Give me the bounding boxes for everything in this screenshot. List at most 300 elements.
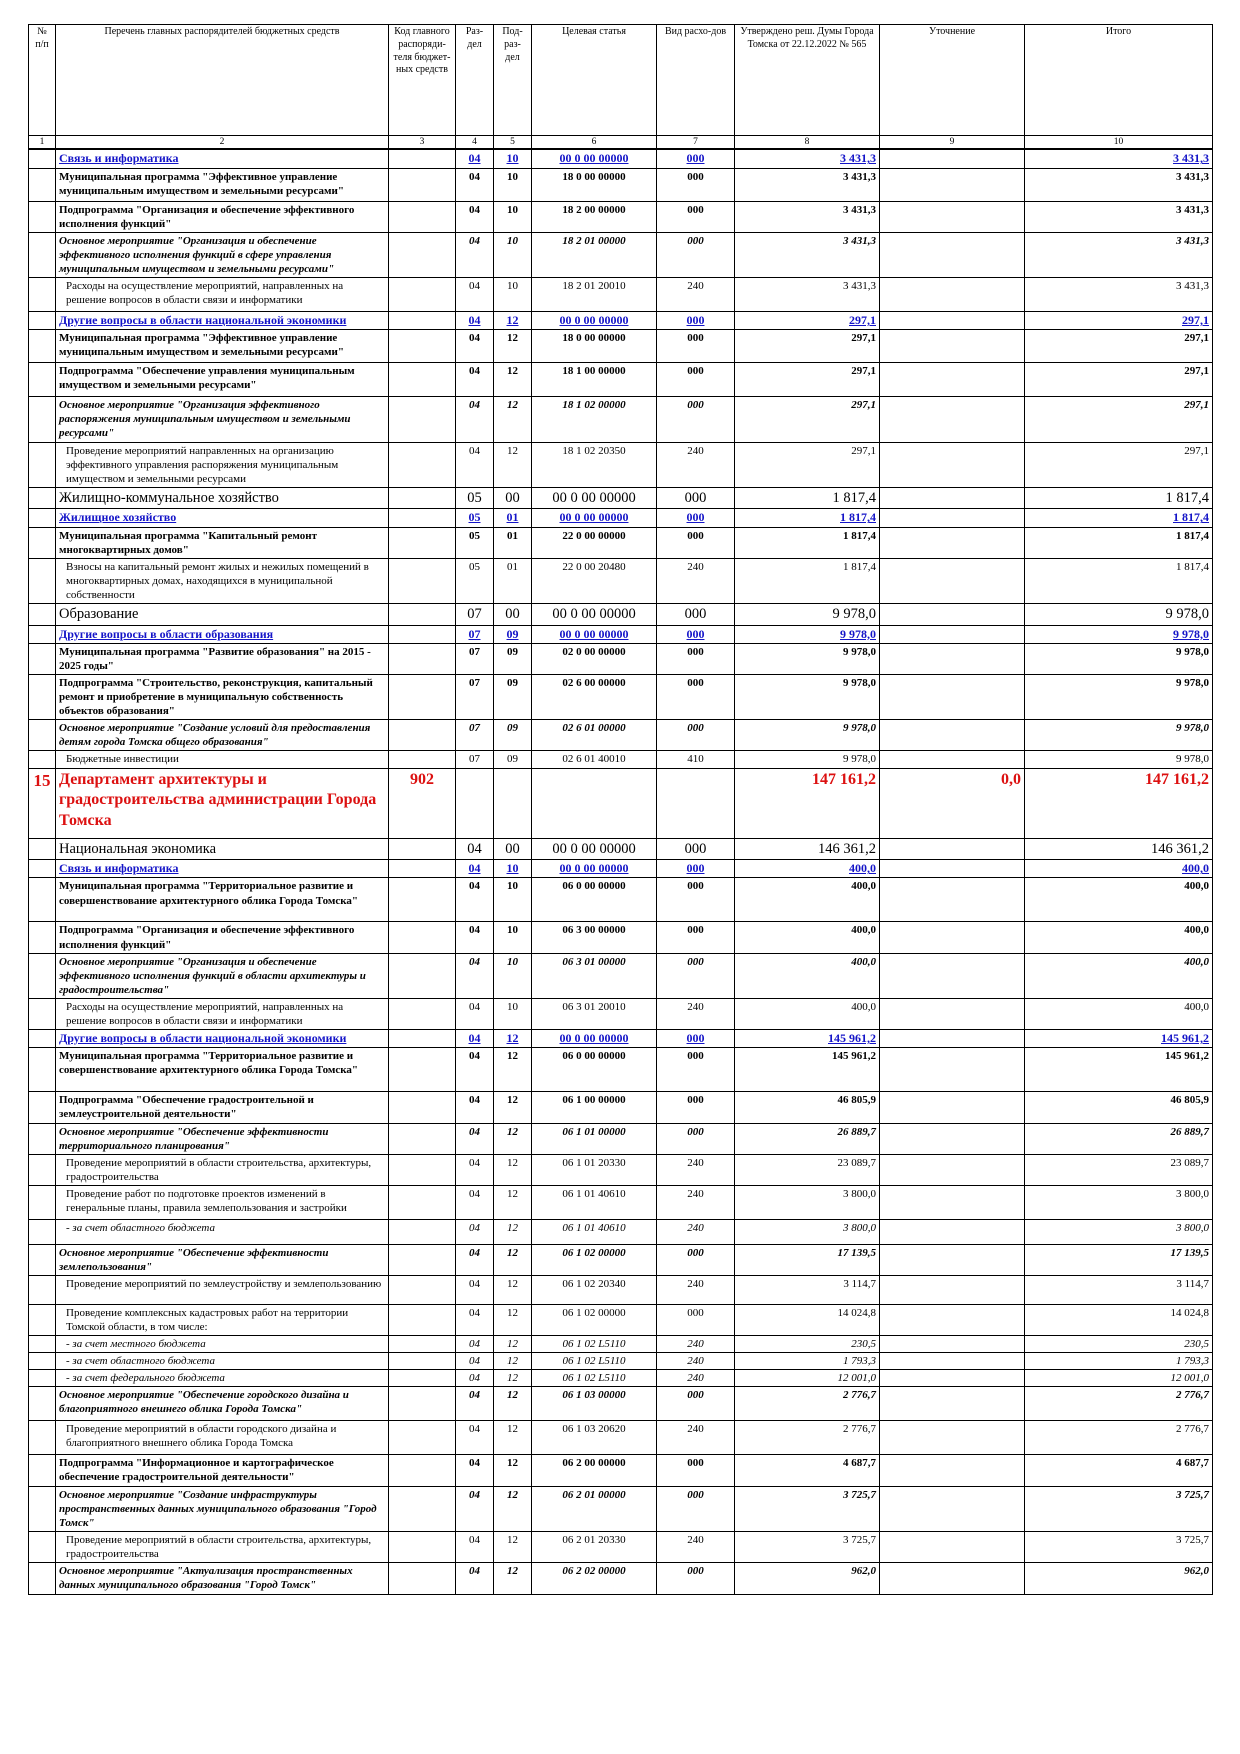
- cell-name: Проведение мероприятий по землеустройству и землепользованию: [56, 1276, 389, 1305]
- cell-total: 1 817,4: [1025, 558, 1213, 603]
- cell-total: 9 978,0: [1025, 643, 1213, 674]
- cell-name: Образование: [56, 604, 389, 626]
- cell-correction: [880, 1185, 1025, 1219]
- cell-code: [389, 643, 456, 674]
- cell-total: 1 793,3: [1025, 1353, 1213, 1370]
- cell-approved: 400,0: [735, 878, 880, 922]
- cell-podrazdel: 12: [494, 1048, 532, 1092]
- cell-correction: 0,0: [880, 768, 1025, 838]
- cell-num: [29, 1486, 56, 1531]
- cell-total: 9 978,0: [1025, 625, 1213, 643]
- cell-podrazdel: 12: [494, 397, 532, 442]
- cell-name: Связь и информатика: [56, 860, 389, 878]
- cell-target: 06 1 02 L5110: [532, 1370, 657, 1387]
- table-row: [29, 1370, 1213, 1387]
- cell-podrazdel: 12: [494, 311, 532, 329]
- cell-target: [532, 768, 657, 838]
- cell-target: 06 1 03 20620: [532, 1421, 657, 1455]
- cell-target: 06 2 00 00000: [532, 1455, 657, 1486]
- cell-name: Другие вопросы в области национальной экономики: [56, 1030, 389, 1048]
- cell-vid: 000: [657, 1048, 735, 1092]
- cell-name: Связь и информатика: [56, 149, 389, 168]
- cell-num: [29, 330, 56, 363]
- cell-approved: 1 817,4: [735, 558, 880, 603]
- table-row: [29, 643, 1213, 674]
- cell-vid: 240: [657, 277, 735, 311]
- cell-vid: 000: [657, 643, 735, 674]
- cell-vid: 000: [657, 1244, 735, 1275]
- cell-name: - за счет федерального бюджета: [56, 1370, 389, 1387]
- cell-code: [389, 1030, 456, 1048]
- table-row: [29, 720, 1213, 751]
- header-vid: Вид расхо-дов: [657, 25, 735, 136]
- cell-code: [389, 149, 456, 168]
- cell-target: 00 0 00 00000: [532, 509, 657, 527]
- header-podrazdel: Под-раз-дел: [494, 25, 532, 136]
- cell-name: Жилищное хозяйство: [56, 509, 389, 527]
- cell-total: 145 961,2: [1025, 1030, 1213, 1048]
- cell-approved: 297,1: [735, 363, 880, 397]
- cell-code: [389, 1336, 456, 1353]
- cell-target: 22 0 00 20480: [532, 558, 657, 603]
- cell-name: Муниципальная программа "Эффективное управление муниципальным имуществом и земельными ресурсами": [56, 330, 389, 363]
- cell-razdel: 04: [456, 1123, 494, 1154]
- cell-target: 06 1 01 40610: [532, 1219, 657, 1244]
- cell-razdel: 04: [456, 1154, 494, 1185]
- cell-razdel: 04: [456, 1455, 494, 1486]
- column-number: 6: [532, 136, 657, 150]
- cell-correction: [880, 1276, 1025, 1305]
- cell-razdel: 04: [456, 838, 494, 860]
- cell-correction: [880, 604, 1025, 626]
- cell-num: [29, 1562, 56, 1594]
- cell-target: 06 1 02 L5110: [532, 1353, 657, 1370]
- cell-razdel: 04: [456, 1048, 494, 1092]
- cell-podrazdel: 01: [494, 558, 532, 603]
- cell-num: [29, 527, 56, 558]
- cell-vid: 240: [657, 1219, 735, 1244]
- cell-target: 06 1 01 20330: [532, 1154, 657, 1185]
- cell-code: [389, 604, 456, 626]
- table-row: [29, 1154, 1213, 1185]
- cell-total: 145 961,2: [1025, 1048, 1213, 1092]
- cell-podrazdel: 10: [494, 232, 532, 277]
- cell-target: 06 1 02 00000: [532, 1244, 657, 1275]
- cell-approved: 230,5: [735, 1336, 880, 1353]
- cell-razdel: 05: [456, 558, 494, 603]
- table-row: [29, 1562, 1213, 1594]
- cell-name: Муниципальная программа "Развитие образования" на 2015 - 2025 годы": [56, 643, 389, 674]
- cell-vid: 000: [657, 330, 735, 363]
- cell-num: [29, 1276, 56, 1305]
- cell-vid: 000: [657, 168, 735, 201]
- cell-approved: 3 431,3: [735, 149, 880, 168]
- cell-correction: [880, 1353, 1025, 1370]
- cell-correction: [880, 1486, 1025, 1531]
- cell-correction: [880, 1092, 1025, 1123]
- cell-name: Основное мероприятие "Обеспечение эффективности территориального планирования": [56, 1123, 389, 1154]
- table-row: [29, 277, 1213, 311]
- cell-vid: 000: [657, 201, 735, 232]
- cell-target: 02 6 00 00000: [532, 675, 657, 720]
- cell-target: 06 2 01 00000: [532, 1486, 657, 1531]
- cell-correction: [880, 878, 1025, 922]
- cell-podrazdel: 10: [494, 953, 532, 998]
- cell-vid: 000: [657, 953, 735, 998]
- cell-razdel: 04: [456, 1562, 494, 1594]
- cell-podrazdel: 12: [494, 1387, 532, 1421]
- cell-total: 3 725,7: [1025, 1486, 1213, 1531]
- cell-vid: 240: [657, 1421, 735, 1455]
- cell-correction: [880, 397, 1025, 442]
- cell-correction: [880, 1336, 1025, 1353]
- cell-total: 146 361,2: [1025, 838, 1213, 860]
- cell-num: [29, 751, 56, 768]
- cell-approved: 26 889,7: [735, 1123, 880, 1154]
- cell-target: 18 1 02 00000: [532, 397, 657, 442]
- cell-correction: [880, 720, 1025, 751]
- cell-total: 3 431,3: [1025, 232, 1213, 277]
- cell-podrazdel: 10: [494, 277, 532, 311]
- cell-approved: 3 431,3: [735, 277, 880, 311]
- cell-total: 3 431,3: [1025, 277, 1213, 311]
- cell-name: Проведение комплексных кадастровых работ на территории Томской области, в том числе:: [56, 1305, 389, 1336]
- cell-vid: 000: [657, 604, 735, 626]
- cell-name: Национальная экономика: [56, 838, 389, 860]
- cell-total: 3 431,3: [1025, 201, 1213, 232]
- cell-total: 14 024,8: [1025, 1305, 1213, 1336]
- column-number: 9: [880, 136, 1025, 150]
- cell-vid: 000: [657, 1305, 735, 1336]
- cell-podrazdel: 12: [494, 1531, 532, 1562]
- cell-podrazdel: 12: [494, 1219, 532, 1244]
- column-number: 10: [1025, 136, 1213, 150]
- cell-total: 3 800,0: [1025, 1219, 1213, 1244]
- cell-correction: [880, 675, 1025, 720]
- table-row: [29, 1048, 1213, 1092]
- cell-name: Основное мероприятие "Создание условий для предоставления детям города Томска общего образования": [56, 720, 389, 751]
- cell-num: [29, 1185, 56, 1219]
- cell-num: [29, 1421, 56, 1455]
- table-row: [29, 953, 1213, 998]
- cell-num: [29, 558, 56, 603]
- cell-podrazdel: 09: [494, 625, 532, 643]
- cell-vid: 000: [657, 1455, 735, 1486]
- cell-correction: [880, 1562, 1025, 1594]
- cell-approved: 3 431,3: [735, 232, 880, 277]
- cell-correction: [880, 860, 1025, 878]
- cell-razdel: 04: [456, 1219, 494, 1244]
- cell-target: 18 1 02 20350: [532, 442, 657, 487]
- table-row: [29, 509, 1213, 527]
- cell-vid: 240: [657, 1185, 735, 1219]
- table-row: [29, 149, 1213, 168]
- cell-total: 400,0: [1025, 860, 1213, 878]
- cell-target: 00 0 00 00000: [532, 838, 657, 860]
- cell-num: [29, 878, 56, 922]
- cell-total: 962,0: [1025, 1562, 1213, 1594]
- cell-code: [389, 1185, 456, 1219]
- cell-num: [29, 1531, 56, 1562]
- cell-num: [29, 397, 56, 442]
- cell-name: Проведение мероприятий в области городского дизайна и благоприятного внешнего облика Города Томска: [56, 1421, 389, 1455]
- cell-vid: [657, 768, 735, 838]
- cell-target: 00 0 00 00000: [532, 487, 657, 509]
- cell-code: [389, 232, 456, 277]
- cell-name: Проведение мероприятий направленных на организацию эффективного управления распоряжения муниципальным имуществом и земельными ресурсами: [56, 442, 389, 487]
- cell-vid: 000: [657, 625, 735, 643]
- cell-code: [389, 953, 456, 998]
- cell-podrazdel: 12: [494, 1030, 532, 1048]
- cell-podrazdel: 12: [494, 442, 532, 487]
- cell-total: 9 978,0: [1025, 604, 1213, 626]
- cell-podrazdel: 12: [494, 1154, 532, 1185]
- cell-vid: 000: [657, 1486, 735, 1531]
- table-row: [29, 625, 1213, 643]
- cell-podrazdel: 12: [494, 1123, 532, 1154]
- cell-target: 00 0 00 00000: [532, 625, 657, 643]
- cell-code: [389, 1562, 456, 1594]
- cell-podrazdel: 01: [494, 527, 532, 558]
- table-row: [29, 1455, 1213, 1486]
- cell-razdel: 04: [456, 1305, 494, 1336]
- table-row: [29, 363, 1213, 397]
- cell-razdel: 04: [456, 1092, 494, 1123]
- cell-approved: 9 978,0: [735, 720, 880, 751]
- cell-razdel: 04: [456, 363, 494, 397]
- cell-razdel: 04: [456, 1531, 494, 1562]
- cell-num: [29, 1305, 56, 1336]
- cell-num: [29, 838, 56, 860]
- cell-target: 06 0 00 00000: [532, 878, 657, 922]
- cell-approved: 3 800,0: [735, 1185, 880, 1219]
- cell-razdel: 04: [456, 1185, 494, 1219]
- cell-razdel: 04: [456, 1370, 494, 1387]
- cell-name: Бюджетные инвестиции: [56, 751, 389, 768]
- cell-razdel: 04: [456, 397, 494, 442]
- cell-total: 17 139,5: [1025, 1244, 1213, 1275]
- cell-code: [389, 625, 456, 643]
- cell-correction: [880, 1244, 1025, 1275]
- cell-approved: 3 114,7: [735, 1276, 880, 1305]
- header-razdel: Раз-дел: [456, 25, 494, 136]
- cell-total: 297,1: [1025, 442, 1213, 487]
- cell-approved: 17 139,5: [735, 1244, 880, 1275]
- cell-correction: [880, 1387, 1025, 1421]
- cell-podrazdel: 10: [494, 201, 532, 232]
- cell-total: 3 431,3: [1025, 168, 1213, 201]
- cell-razdel: 04: [456, 1336, 494, 1353]
- cell-name: Подпрограмма "Информационное и картографическое обеспечение градостроительной деятельности": [56, 1455, 389, 1486]
- cell-name: Подпрограмма "Организация и обеспечение эффективного исполнения функций": [56, 922, 389, 953]
- table-row: [29, 1387, 1213, 1421]
- cell-code: [389, 558, 456, 603]
- table-row: [29, 1185, 1213, 1219]
- table-row: [29, 527, 1213, 558]
- cell-correction: [880, 201, 1025, 232]
- cell-podrazdel: 09: [494, 751, 532, 768]
- cell-vid: 000: [657, 1030, 735, 1048]
- cell-vid: 240: [657, 1276, 735, 1305]
- cell-name: Расходы на осуществление мероприятий, направленных на решение вопросов в области связи и информатики: [56, 277, 389, 311]
- cell-total: 2 776,7: [1025, 1421, 1213, 1455]
- cell-total: 26 889,7: [1025, 1123, 1213, 1154]
- cell-vid: 000: [657, 149, 735, 168]
- cell-razdel: 04: [456, 1486, 494, 1531]
- cell-target: 06 1 01 40610: [532, 1185, 657, 1219]
- cell-total: 400,0: [1025, 998, 1213, 1029]
- cell-approved: 962,0: [735, 1562, 880, 1594]
- table-row: [29, 1305, 1213, 1336]
- cell-name: Основное мероприятие "Организация и обеспечение эффективного исполнения функций в сфере управления муниципальным имуществом и земельными ресурсами": [56, 232, 389, 277]
- cell-vid: 240: [657, 1531, 735, 1562]
- cell-approved: 1 793,3: [735, 1353, 880, 1370]
- cell-correction: [880, 1030, 1025, 1048]
- department-row: [29, 768, 1213, 838]
- cell-vid: 000: [657, 509, 735, 527]
- cell-name: Подпрограмма "Строительство, реконструкция, капитальный ремонт и приобретение в муниципальную собственность объектов образования": [56, 675, 389, 720]
- cell-podrazdel: 09: [494, 720, 532, 751]
- cell-name: Жилищно-коммунальное хозяйство: [56, 487, 389, 509]
- cell-approved: 145 961,2: [735, 1048, 880, 1092]
- cell-approved: 3 431,3: [735, 168, 880, 201]
- cell-code: [389, 1421, 456, 1455]
- column-number: 7: [657, 136, 735, 150]
- table-row: [29, 487, 1213, 509]
- cell-correction: [880, 643, 1025, 674]
- cell-target: 06 1 03 00000: [532, 1387, 657, 1421]
- cell-correction: [880, 558, 1025, 603]
- cell-correction: [880, 1531, 1025, 1562]
- cell-approved: 400,0: [735, 860, 880, 878]
- cell-razdel: 04: [456, 1244, 494, 1275]
- cell-name: Департамент архитектуры и градостроительства администрации Города Томска: [56, 768, 389, 838]
- cell-target: 06 1 00 00000: [532, 1092, 657, 1123]
- table-row: [29, 201, 1213, 232]
- cell-num: [29, 1387, 56, 1421]
- table-header: [29, 25, 1213, 150]
- cell-total: 12 001,0: [1025, 1370, 1213, 1387]
- cell-target: 06 1 01 00000: [532, 1123, 657, 1154]
- header-total: Итого: [1025, 25, 1213, 136]
- cell-total: 23 089,7: [1025, 1154, 1213, 1185]
- cell-razdel: 07: [456, 625, 494, 643]
- cell-num: [29, 604, 56, 626]
- cell-code: [389, 922, 456, 953]
- cell-razdel: 04: [456, 1276, 494, 1305]
- cell-approved: 297,1: [735, 442, 880, 487]
- cell-num: [29, 1092, 56, 1123]
- cell-vid: 000: [657, 720, 735, 751]
- cell-vid: 240: [657, 1353, 735, 1370]
- column-number: 8: [735, 136, 880, 150]
- cell-approved: 46 805,9: [735, 1092, 880, 1123]
- cell-razdel: 04: [456, 1421, 494, 1455]
- cell-total: 297,1: [1025, 311, 1213, 329]
- table-row: [29, 1486, 1213, 1531]
- header-num: № п/п: [29, 25, 56, 136]
- cell-code: [389, 442, 456, 487]
- cell-name: Расходы на осуществление мероприятий, направленных на решение вопросов в области связи и информатики: [56, 998, 389, 1029]
- cell-target: 18 1 00 00000: [532, 363, 657, 397]
- cell-correction: [880, 1455, 1025, 1486]
- cell-razdel: 04: [456, 998, 494, 1029]
- table-row: [29, 330, 1213, 363]
- cell-approved: 23 089,7: [735, 1154, 880, 1185]
- cell-name: Муниципальная программа "Территориальное развитие и совершенствование архитектурного облика Города Томска": [56, 1048, 389, 1092]
- cell-name: - за счет областного бюджета: [56, 1219, 389, 1244]
- cell-podrazdel: 12: [494, 1455, 532, 1486]
- cell-podrazdel: 12: [494, 1092, 532, 1123]
- cell-razdel: 04: [456, 277, 494, 311]
- table-row: [29, 1276, 1213, 1305]
- cell-code: [389, 311, 456, 329]
- cell-code: [389, 1092, 456, 1123]
- cell-vid: 000: [657, 1123, 735, 1154]
- cell-num: [29, 509, 56, 527]
- cell-code: [389, 1244, 456, 1275]
- cell-correction: [880, 311, 1025, 329]
- cell-name: Основное мероприятие "Обеспечение эффективности землепользования": [56, 1244, 389, 1275]
- cell-total: 3 431,3: [1025, 149, 1213, 168]
- cell-code: [389, 1455, 456, 1486]
- cell-correction: [880, 232, 1025, 277]
- cell-total: 400,0: [1025, 878, 1213, 922]
- header-approved: Утверждено реш. Думы Города Томска от 22.12.2022 № 565: [735, 25, 880, 136]
- cell-approved: 12 001,0: [735, 1370, 880, 1387]
- column-number: 4: [456, 136, 494, 150]
- table-row: [29, 397, 1213, 442]
- cell-approved: 1 817,4: [735, 527, 880, 558]
- cell-code: [389, 363, 456, 397]
- table-row: [29, 1123, 1213, 1154]
- table-row: [29, 1219, 1213, 1244]
- table-row: [29, 1531, 1213, 1562]
- cell-razdel: 07: [456, 675, 494, 720]
- cell-correction: [880, 509, 1025, 527]
- table-row: [29, 168, 1213, 201]
- cell-podrazdel: 09: [494, 643, 532, 674]
- cell-podrazdel: 12: [494, 1421, 532, 1455]
- cell-target: 06 1 02 L5110: [532, 1336, 657, 1353]
- cell-total: 3 800,0: [1025, 1185, 1213, 1219]
- cell-podrazdel: 00: [494, 604, 532, 626]
- cell-name: Другие вопросы в области образования: [56, 625, 389, 643]
- table-row: [29, 442, 1213, 487]
- cell-target: 06 3 01 00000: [532, 953, 657, 998]
- cell-razdel: 04: [456, 1353, 494, 1370]
- cell-name: Взносы на капитальный ремонт жилых и нежилых помещений в многоквартирных домах, находящихся в муниципальной собственности: [56, 558, 389, 603]
- cell-target: 18 0 00 00000: [532, 168, 657, 201]
- cell-approved: 1 817,4: [735, 487, 880, 509]
- cell-name: Муниципальная программа "Эффективное управление муниципальным имуществом и земельными ресурсами": [56, 168, 389, 201]
- cell-razdel: 04: [456, 330, 494, 363]
- cell-razdel: 04: [456, 168, 494, 201]
- cell-code: [389, 201, 456, 232]
- cell-correction: [880, 1219, 1025, 1244]
- cell-total: 400,0: [1025, 922, 1213, 953]
- cell-vid: 410: [657, 751, 735, 768]
- cell-correction: [880, 1048, 1025, 1092]
- cell-code: [389, 1305, 456, 1336]
- cell-code: [389, 397, 456, 442]
- cell-approved: 2 776,7: [735, 1387, 880, 1421]
- cell-vid: 000: [657, 860, 735, 878]
- cell-vid: 000: [657, 527, 735, 558]
- cell-correction: [880, 838, 1025, 860]
- cell-target: 00 0 00 00000: [532, 604, 657, 626]
- cell-vid: 240: [657, 998, 735, 1029]
